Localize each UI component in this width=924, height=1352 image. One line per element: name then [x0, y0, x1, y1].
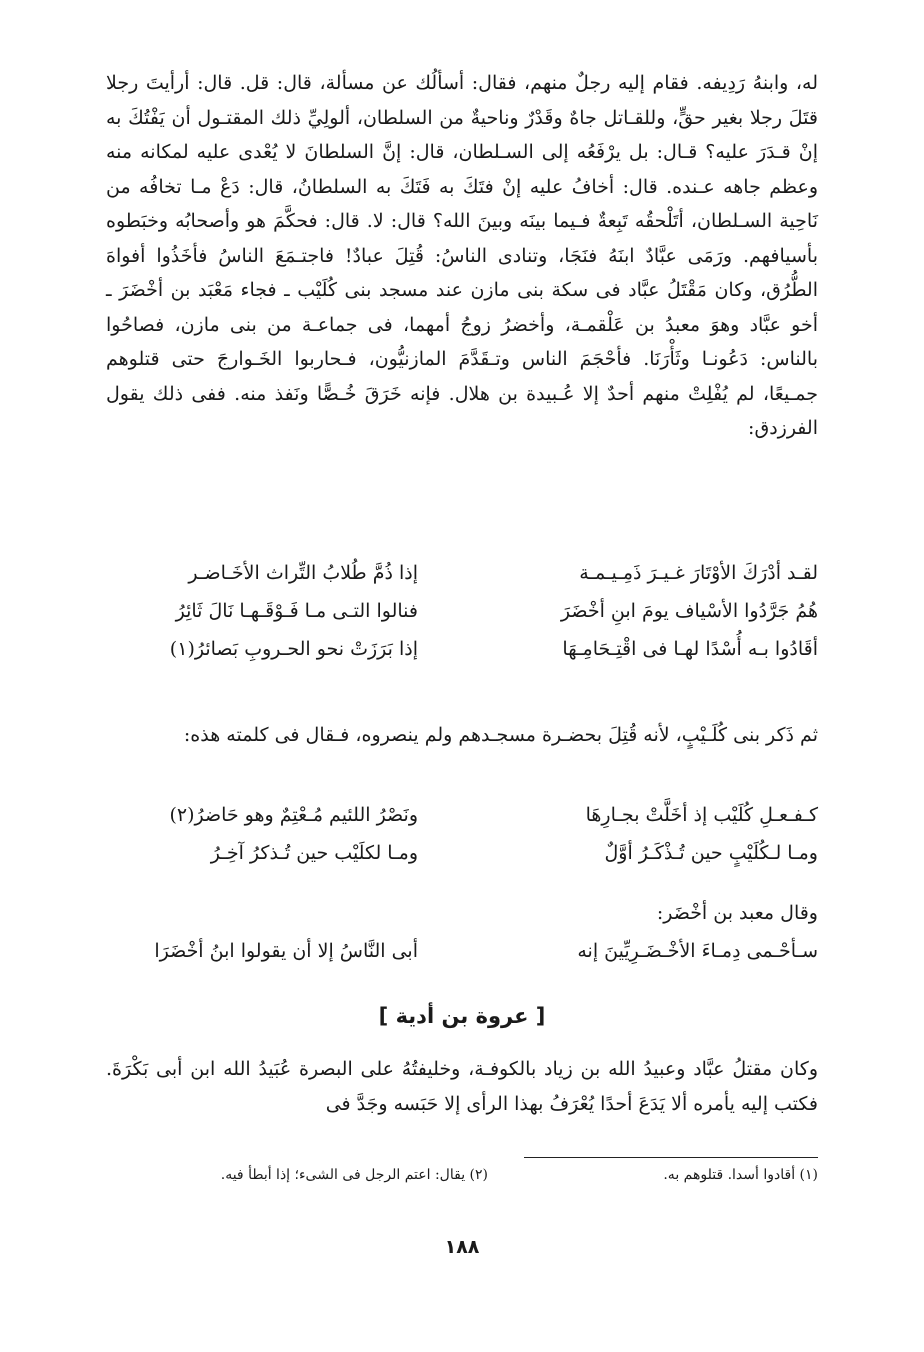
verse-second-hemistich: إذا ذُمَّ طُلابُ التِّراث الأخَـاضـر	[188, 562, 418, 584]
verse-line	[106, 600, 818, 638]
page-number: ١٨٨	[444, 1236, 480, 1258]
footnote-2: (٢) يقال: اعتم الرجل فى الشىء؛ إذا أبطأ فيه.	[220, 1167, 488, 1183]
verse-first-hemistich: هُمُ جَرَّدُوا الأسْياف يومَ ابنِ أخْضَرَ	[560, 600, 818, 622]
footnote-divider	[524, 1157, 818, 1158]
verse-line	[106, 562, 818, 600]
verse-line	[106, 638, 818, 676]
verse-second-hemistich: فنالوا التـى مـا فَـوْقَـهـا نَالَ ثَائِرُ	[175, 600, 418, 622]
verse-line	[106, 842, 818, 880]
verse-first-hemistich: سـأحْـمى دِمـاءَ الأخْـضَـرِيِّينَ إنه	[577, 940, 818, 962]
paragraph-text: له، وابنهُ رَدِيفه. فقام إليه رجلٌ منهم، فقال: أسألُك عن مسألة، قال: قل. قال: أرأيتَ رجلا قتَلَ رجلا بغير حقٍّ، وللقـاتل جاهٌ وقَدْرٌ وناحيةٌ من السلطان، ألولِيِّ ذلك المقتـول أن يَفْتُكَ به إنْ قـدَرَ عليه؟ قـال: بل يرْفَعُه إلى السـلطان، قال: إنَّ السلطانَ لا يُعْدى عليه لمكانه منه وعظم جاهه عـنده. قال: أخافُ عليه إنْ فتَكَ به فَتَكَ به السلطانُ، قال: دَعْ مـا تخافُه من نَاحِية السـلطان، أتَلْحقُه تَبِعةٌ فـيما بينَه وبينَ الله؟ قال: لا. قال: فحكَّمَ هو وأصحابُه وخبَطوه بأسيافهم. ورَمَى عبَّادٌ ابنَهُ فنَجَا، وتنادى الناسُ: قُتِلَ عبادٌ! فاجتـمَعَ الناسُ فأخَذُوا أفواهَ الطُّرُق، وكان مَقْتَلُ عبَّاد فى سكة بنى مازن عند مسجد بنى كُلَيْب ـ فجاء مَعْبَد بن أخْضَرَ ـ أخو عبَّاد وهوَ معبدُ بن عَلْقمـة، وأخضرُ زوجُ أمهما، فى جماعـة من بنى مازن، فصاحُوا بالناس: دَعُونـا وثَأْرَنَا. فأحْجَمَ الناس وتـقَدَّمَ المازنيُّون، فـحاربوا الخَـوارجَ حتى قتلوهم جمـيعًا، لم يُفْلِتْ منهم أحدٌ إلا عُـبيدة بن هلال. فإنه خَرَقَ خُـصًّا ونَفذ منه. ففى ذلك يقول الفرزدق:	[106, 72, 818, 439]
verse-line	[106, 804, 818, 842]
poem-fazdaq	[106, 562, 818, 676]
paragraph-text: وكان مقتلُ عبَّاد وعبيدُ الله بن زياد بالكوفـة، وخليفتُهُ على البصرة عُبَيدُ الله ابن أبى بَكْرَةَ. فكتب إليه يأمره ألا يَدَعَ أحدًا يُعْرَفُ بهذا الرأى إلا حَبَسه وجَدَّ فى	[106, 1058, 818, 1115]
verse-line	[106, 940, 818, 978]
verse-second-hemistich: أبى النَّاسُ إلا أن يقولوا ابنُ أخْضَرَا	[154, 940, 418, 962]
verse-intro: وقال معبد بن أخْضَر:	[656, 902, 818, 924]
verse-first-hemistich: ومـا لـكُلَيْبٍ حين تُـذْكَـرُ أوَّلٌ	[604, 842, 818, 864]
verse-first-hemistich: لقـد أدْرَكَ الأوْتَارَ غـيـرَ ذَمِـيـمـة	[579, 562, 818, 584]
paragraph-text: ثم ذَكر بنى كُلَـيْبٍ، لأنه قُتِلَ بحضـرة مسجـدهم ولم ينصروه، فـقال فى كلمته هذه:	[183, 724, 818, 746]
verse-second-hemistich: إذا بَرَزَتْ نحو الحـروبِ بَصائرُ(١)	[169, 638, 418, 660]
body-paragraph-2	[106, 718, 818, 753]
body-paragraph-1	[106, 66, 818, 446]
verse-second-hemistich: ونَصْرُ اللئيم مُـعْتِمٌ وهو حَاضرُ(٢)	[169, 804, 418, 826]
section-heading: [ عروة بن أدية ]	[378, 1004, 546, 1028]
footnote-1: (١) أقادوا أسدا. قتلوهم به.	[663, 1167, 818, 1183]
poem-kulayb	[106, 804, 818, 880]
poem-mabad	[106, 940, 818, 978]
verse-second-hemistich: ومـا لكلَيْب حين تُـذكرُ آخِـرُ	[210, 842, 418, 864]
verse-first-hemistich: كـفـعـلِ كُلَيْب إذ أخَلَّتْ بجـارِهَا	[585, 804, 818, 826]
verse-first-hemistich: أقَادُوا بـه أُسْدًا لهـا فى اقْتِـحَامِـهَا	[562, 638, 818, 660]
footnotes	[106, 1167, 818, 1193]
body-paragraph-3	[106, 1052, 818, 1121]
